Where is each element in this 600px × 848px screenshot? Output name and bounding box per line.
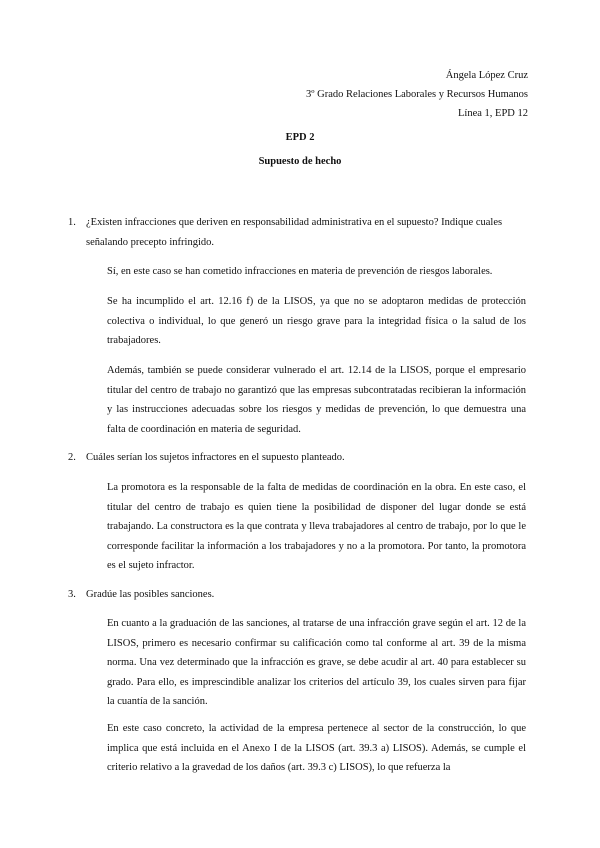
- course-name: 3º Grado Relaciones Laborales y Recursos Humanos: [306, 89, 528, 100]
- question-1: [68, 213, 526, 252]
- answer-paragraph: La promotora es la responsable de la falta de medidas de coordinación en la obra. En este caso, el titular del centro de trabajo es quien tiene la posibilidad de disponer del lugar donde se está trabajando. La constructora es la que contrata y lleva trabajadores al centro de trabajo, por lo que le corresponde facilitar la información a los trabajadores y no a la promotora. Por tanto, la promotora es el sujeto infractor.: [107, 482, 526, 571]
- document-title: EPD 2: [285, 132, 315, 143]
- question-3: [68, 585, 526, 605]
- question-text: ¿Existen infracciones que deriven en responsabilidad administrativa en el supuesto? Indique cuales señalando precepto infringido.: [86, 217, 503, 248]
- question-number: 3.: [68, 589, 76, 600]
- answer-paragraph: Además, también se puede considerar vulnerado el art. 12.14 de la LISOS, porque el empresario titular del centro de trabajo no garantizó que las empresas subcontratadas recibieran la información y las instrucciones adecuadas sobre los riesgos y medidas de prevención, lo que demuestra una falta de coordinación en materia de seguridad.: [107, 365, 526, 435]
- question-2: [68, 448, 526, 468]
- answer-paragraph: Se ha incumplido el art. 12.16 f) de la LISOS, ya que no se adoptaron medidas de protección colectiva o individual, lo que generó un riesgo grave para la integridad física o la salud de los trabajadores.: [107, 296, 526, 346]
- group-label: Línea 1, EPD 12: [458, 108, 528, 119]
- question-number: 1.: [68, 217, 76, 228]
- question-text: Gradúe las posibles sanciones.: [86, 589, 215, 600]
- answer-paragraph: En cuanto a la graduación de las sanciones, al tratarse de una infracción grave según el art. 12 de la LISOS, primero es necesario confirmar su calificación como tal conforme al art. 39 de la misma norma. Una vez determinado que la infracción es grave, se debe acudir al art. 40 para establecer su grado. Para ello, es imprescindible analizar los criterios del artículo 39, los cuales sirven para fijar la cuantía de la sanción.: [107, 618, 526, 707]
- question-number: 2.: [68, 452, 76, 463]
- author-name: Ángela López Cruz: [445, 70, 528, 81]
- answer-paragraph: Sí, en este caso se han cometido infracciones en materia de prevención de riesgos laborales.: [107, 266, 493, 277]
- question-text: Cuáles serían los sujetos infractores en el supuesto planteado.: [86, 452, 345, 463]
- document-subtitle: Supuesto de hecho: [258, 156, 342, 167]
- answer-paragraph: En este caso concreto, la actividad de la empresa pertenece al sector de la construcción, lo que implica que está incluida en el Anexo I de la LISOS (art. 39.3 a) LISOS). Además, se cumple el criterio relativo a la gravedad de los daños (art. 39.3 c) LISOS), lo que refuerza la: [107, 723, 526, 773]
- document-header: [306, 66, 528, 123]
